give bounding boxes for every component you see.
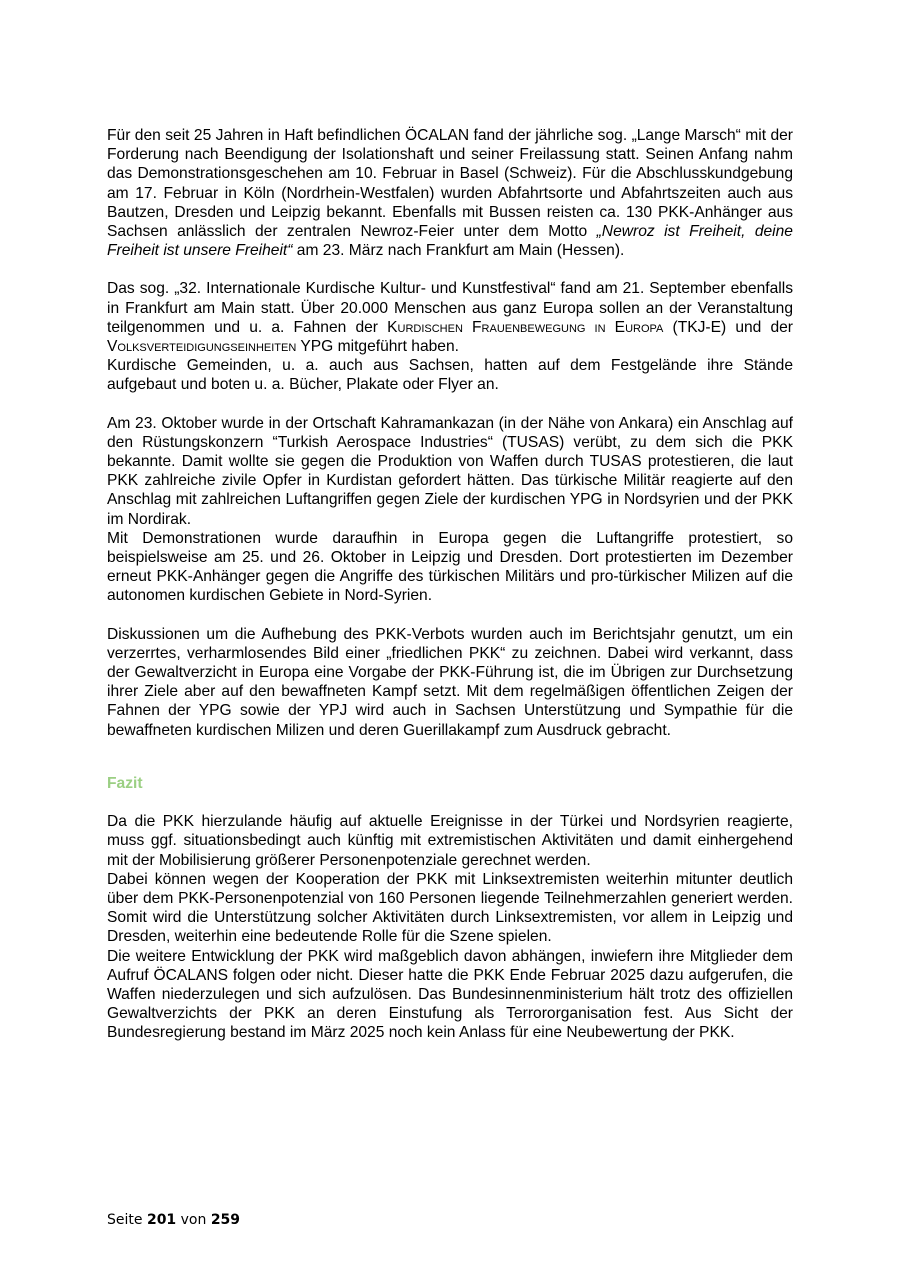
paragraph-kulturfestival: Das sog. „32. Internationale Kurdische Kultur- und Kunstfestival“ fand am 21. September ebenfalls in Frankfurt am Main statt. Über 20.000 Menschen aus ganz Europa sollen an der Veranstaltung teilgenommen und u. a. Fahnen der Kurdischen Frauenbewegung in Europa (TKJ-E) und der Volksverteidigungseinheiten YPG mitgeführt haben. [107, 280, 793, 356]
org-frauenbewegung: Kurdischen Frauenbewegung in Europa [387, 318, 664, 336]
page-footer: Seite 201 von 259 [107, 1212, 241, 1228]
paragraph-kurdische-gemeinden: Kurdische Gemeinden, u. a. auch aus Sachsen, hatten auf dem Festgelände ihre Stände aufgebaut und boten u. a. Bücher, Plakate oder Flyer an. [107, 357, 793, 394]
page-total: 259 [210, 1212, 241, 1228]
page-number: 201 [146, 1212, 177, 1228]
paragraph-demonstrationen: Mit Demonstrationen wurde daraufhin in Europa gegen die Luftangriffe protestiert, so beispielsweise am 25. und 26. Oktober in Leipzig und Dresden. Dort protestierten im Dezember erneut PKK-Anhänger gegen die Angriffe des türkischen Militärs und pro-türkischer Milizen auf die autonomen kurdischen Gebiete in Nord-Syrien. [107, 529, 793, 605]
paragraph-fazit-3: Die weitere Entwicklung der PKK wird maßgeblich davon abhängen, inwiefern ihre Mitglieder dem Aufruf ÖCALANS folgen oder nicht. Dieser hatte die PKK Ende Februar 2025 dazu aufgerufen, die Waffen niederzulegen und sich aufzulösen. Das Bundesinnenministerium hält trotz des offiziellen Gewaltverzichts der PKK an deren Einstufung als Terrororganisation fest. Aus Sicht der Bundesregierung bestand im März 2025 noch kein Anlass für eine Neubewertung der PKK. [107, 947, 793, 1042]
document-body [107, 126, 793, 1043]
paragraph-pkk-verbot: Diskussionen um die Aufhebung des PKK-Verbots wurden auch im Berichtsjahr genutzt, um ein verzerrtes, verharmlosendes Bild einer „friedlichen PKK“ zu zeichnen. Dabei wird verkannt, dass der Gewaltverzicht in Europa eine Vorgabe der PKK-Führung ist, die im Übrigen zur Durchsetzung ihrer Ziele aber auf den bewaffneten Kampf setzt. Mit dem regelmäßigen öffentlichen Zeigen der Fahnen der YPG sowie der YPJ wird auch in Sachsen Unterstützung und Sympathie für die bewaffneten kurdischen Milizen und deren Guerillakampf zum Ausdruck gebracht. [107, 625, 793, 739]
paragraph-anschlag-tusas: Am 23. Oktober wurde in der Ortschaft Kahramankazan (in der Nähe von Ankara) ein Anschlag auf den Rüstungskonzern “Turkish Aerospace Industries“ (TUSAS) verübt, zu dem sich die PKK bekannte. Damit wollte sie gegen die Produktion von Waffen durch TUSAS protestieren, die laut PKK zahlreiche zivile Opfer in Kurdistan gefordert hätten. Das türkische Militär reagierte auf den Anschlag mit zahlreichen Luftangriffen gegen Ziele der kurdischen YPG in Nordsyrien und der PKK im Nordirak. [107, 414, 793, 528]
paragraph-fazit-2: Dabei können wegen der Kooperation der PKK mit Linksextremisten weiterhin mitunter deutlich über dem PKK-Personenpotenzial von 160 Personen liegende Teilnehmerzahlen generiert werden. Somit wird die Unterstützung solcher Aktivitäten durch Linksextremisten, vor allem in Leipzig und Dresden, weiterhin eine bedeutende Rolle für die Szene spielen. [107, 870, 793, 946]
paragraph-fazit-1: Da die PKK hierzulande häufig auf aktuelle Ereignisse in der Türkei und Nordsyrien reagierte, muss ggf. situationsbedingt auch künftig mit extremistischen Aktivitäten und damit einhergehend mit der Mobilisierung größerer Personenpotenziale gerechnet werden. [107, 813, 793, 869]
newroz-motto: „Newroz ist Freiheit, deine Freiheit ist unsere Freiheit“ [107, 223, 793, 260]
section-heading-fazit: Fazit [107, 774, 143, 792]
org-volksverteidigung: Volksverteidigungseinheiten [107, 338, 297, 356]
paragraph-langer-marsch: Für den seit 25 Jahren in Haft befindlichen ÖCALAN fand der jährliche sog. „Lange Marsch“ mit der Forderung nach Beendigung der Isolationshaft und seiner Freilassung statt. Seinen Anfang nahm das Demonstrationsgeschehen am 10. Februar in Basel (Schweiz). Für die Abschlusskundgebung am 17. Februar in Köln (Nordrhein-Westfalen) wurden Abfahrtsorte und Abfahrtszeiten auch aus Bautzen, Dresden und Leipzig bekannt. Ebenfalls mit Bussen reisten ca. 130 PKK-Anhänger aus Sachsen anlässlich der zentralen Newroz-Feier unter dem Motto „Newroz ist Freiheit, deine Freiheit ist unsere Freiheit“ am 23. März nach Frankfurt am Main (Hessen). [107, 127, 793, 260]
